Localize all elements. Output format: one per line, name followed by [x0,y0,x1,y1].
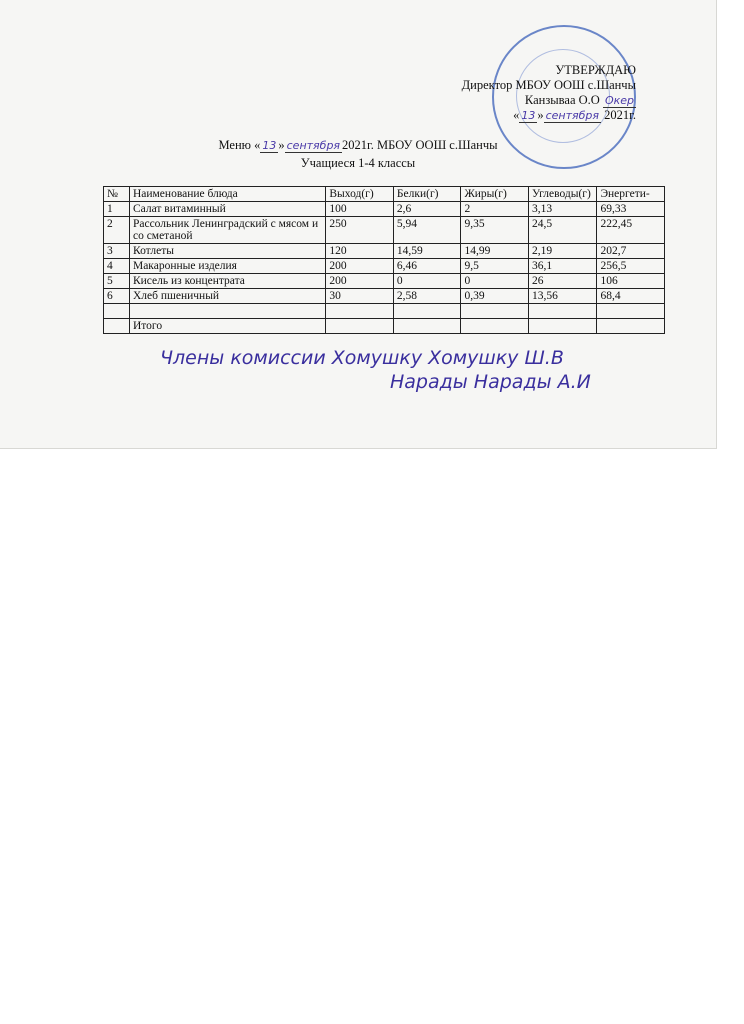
cell-yield [326,304,394,319]
cell-yield: 120 [326,244,394,259]
cell-yield [326,319,394,334]
cell-dish: Котлеты [129,244,325,259]
cell-fat: 9,5 [461,259,529,274]
approval-date-month: сентября [545,109,600,122]
cell-yield: 200 [326,274,394,289]
cell-dish [129,304,325,319]
cell-dish: Макаронные изделия [129,259,325,274]
cell-protein [393,319,461,334]
column-header-energy: Энергети- [597,187,665,202]
menu-subtitle: Учащиеся 1-4 классы [300,156,416,170]
cell-carbs: 24,5 [529,217,597,244]
approval-block [462,63,636,123]
cell-energy: 202,7 [597,244,665,259]
column-header-carbs: Углеводы(г) [529,187,597,202]
cell-yield: 250 [326,217,394,244]
menu-title-day: 13 [262,139,277,152]
menu-title-month: сентября [286,139,341,152]
approval-date-year: 2021г. [604,108,636,122]
cell-dish: Салат витаминный [129,202,325,217]
approval-date-open: « [513,108,520,122]
cell-fat: 0,39 [461,289,529,304]
director-name: Канзываа О.О [524,93,600,107]
cell-carbs [529,304,597,319]
column-header-protein: Белки(г) [393,187,461,202]
cell-number: 2 [104,217,130,244]
approval-date [462,108,636,123]
table-row [104,202,665,217]
cell-fat: 2 [461,202,529,217]
cell-protein: 5,94 [393,217,461,244]
cell-dish: Хлеб пшеничный [129,289,325,304]
approval-date-close: » [537,108,544,122]
commission-signatures [160,346,700,394]
menu-title-suffix: 2021г. МБОУ ООШ с.Шанчы [342,138,498,152]
signature-line-1: Члены комиссии Хомушку Хомушку Ш.В [160,347,564,369]
cell-fat: 0 [461,274,529,289]
signature-line-2: Нарады Нарады А.И [390,371,591,393]
menu-title-close: » [278,138,285,152]
cell-number: 3 [104,244,130,259]
table-row [104,217,665,244]
table-row [104,304,665,319]
cell-energy [597,319,665,334]
cell-protein: 2,58 [393,289,461,304]
cell-energy: 68,4 [597,289,665,304]
cell-protein: 0 [393,274,461,289]
cell-protein: 2,6 [393,202,461,217]
menu-table [103,186,665,334]
director-line: Директор МБОУ ООШ с.Шанчы [461,78,636,92]
menu-title [0,138,716,153]
cell-carbs: 3,13 [529,202,597,217]
cell-fat: 9,35 [461,217,529,244]
cell-protein: 14,59 [393,244,461,259]
table-body [104,202,665,334]
table-row [104,319,665,334]
table-header-row [104,187,665,202]
column-header-fat: Жиры(г) [461,187,529,202]
approve-label: УТВЕРЖДАЮ [555,63,636,77]
cell-yield: 200 [326,259,394,274]
cell-protein [393,304,461,319]
cell-dish: Кисель из концентрата [129,274,325,289]
cell-energy: 222,45 [597,217,665,244]
approval-date-day: 13 [521,109,536,122]
cell-dish: Рассольник Ленинградский с мясом и со сметаной [129,217,325,244]
table-row [104,289,665,304]
cell-fat: 14,99 [461,244,529,259]
cell-yield: 100 [326,202,394,217]
cell-energy: 106 [597,274,665,289]
cell-energy: 256,5 [597,259,665,274]
cell-energy: 69,33 [597,202,665,217]
cell-number: 4 [104,259,130,274]
cell-energy [597,304,665,319]
document-sheet [0,0,717,449]
cell-fat [461,304,529,319]
cell-carbs: 36,1 [529,259,597,274]
director-name-line [462,93,636,108]
column-header-number: № [104,187,130,202]
cell-yield: 30 [326,289,394,304]
cell-fat [461,319,529,334]
cell-carbs: 2,19 [529,244,597,259]
cell-number: 1 [104,202,130,217]
cell-protein: 6,46 [393,259,461,274]
cell-number: 6 [104,289,130,304]
cell-number: 5 [104,274,130,289]
column-header-yield: Выход(г) [326,187,394,202]
director-signature: Окер [604,94,634,107]
table-row [104,274,665,289]
table-row [104,259,665,274]
menu-title-prefix: Меню « [218,138,261,152]
cell-number [104,304,130,319]
cell-dish: Итого [129,319,325,334]
cell-carbs [529,319,597,334]
cell-carbs: 26 [529,274,597,289]
column-header-dish: Наименование блюда [129,187,325,202]
table-row [104,244,665,259]
cell-carbs: 13,56 [529,289,597,304]
cell-number [104,319,130,334]
